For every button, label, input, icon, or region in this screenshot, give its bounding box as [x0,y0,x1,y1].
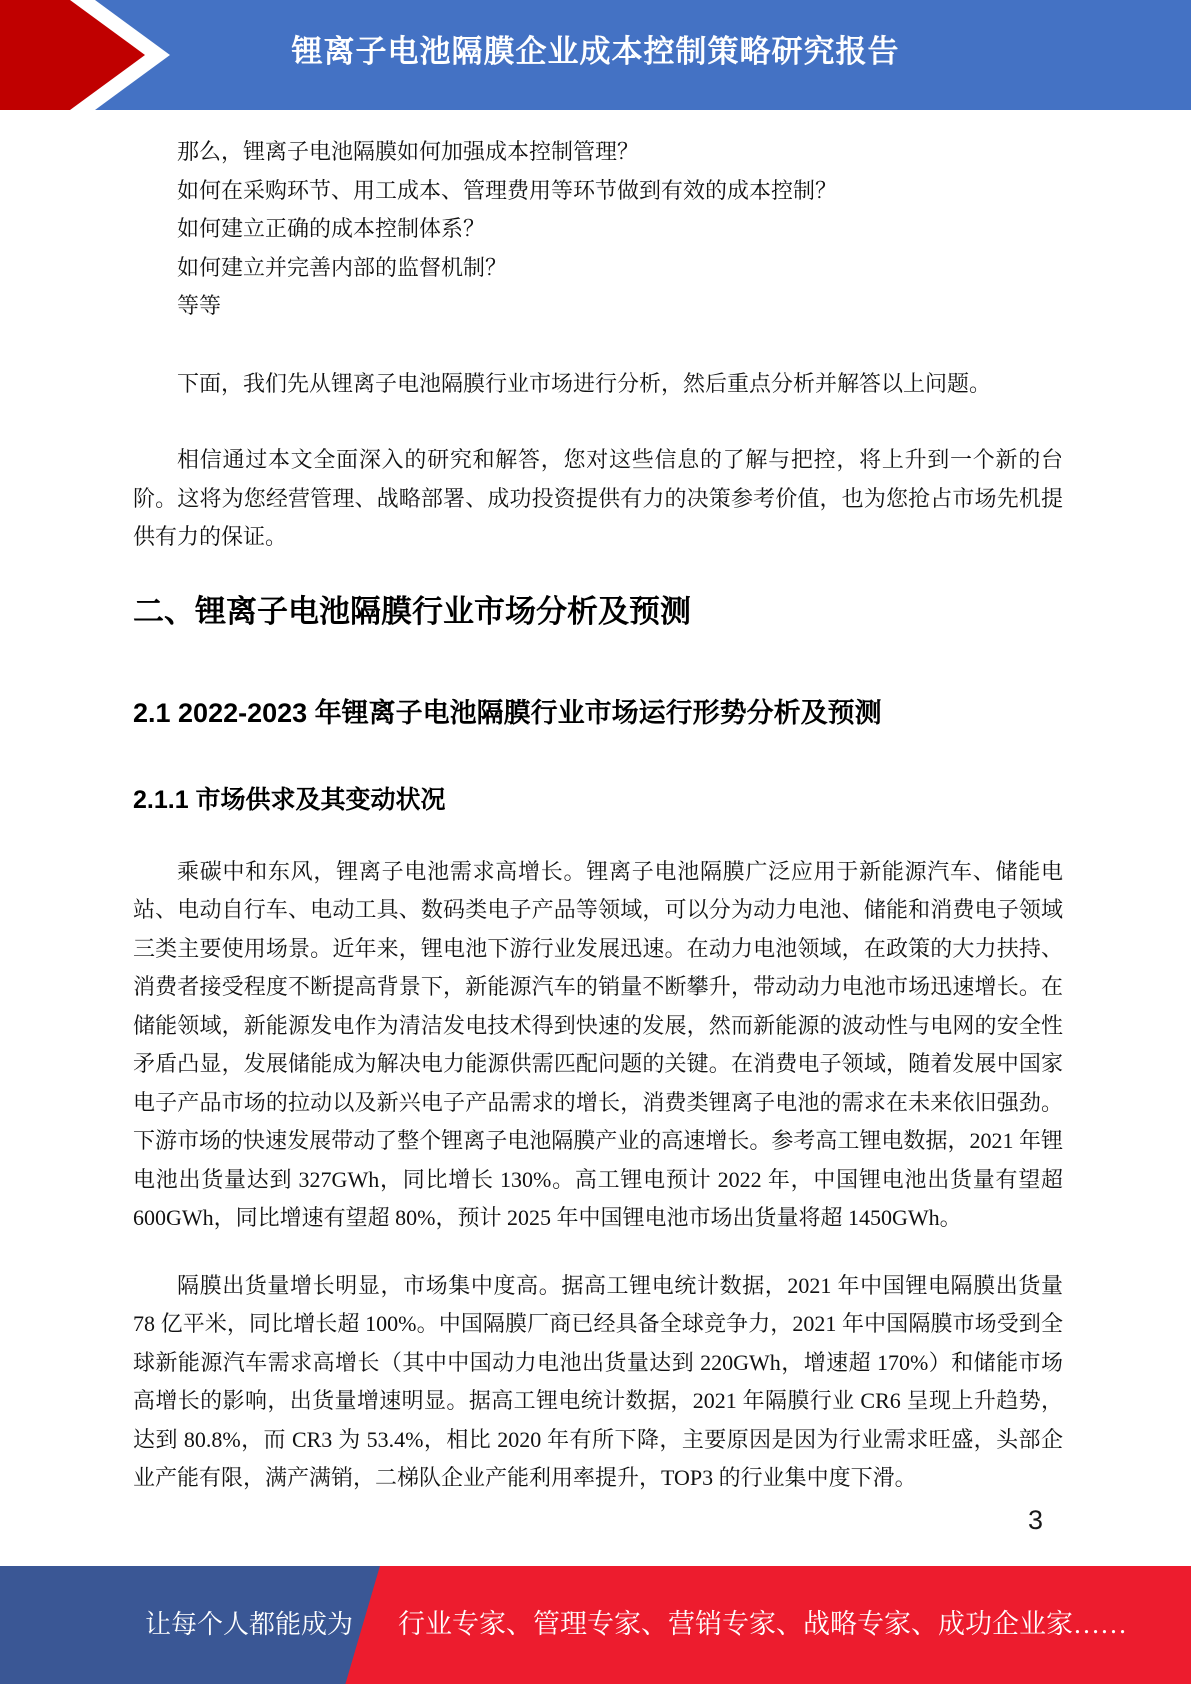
document-body [133,110,1063,1498]
page-header [0,0,1191,110]
footer-slogan-right: 行业专家、管理专家、营销专家、战略专家、成功企业家…… [398,1609,1127,1639]
question-line-2: 如何在采购环节、用工成本、管理费用等环节做到有效的成本控制？ [177,177,838,203]
page-footer [0,1566,1191,1684]
question-line-3: 如何建立正确的成本控制体系？ [177,216,486,241]
question-line-4: 如何建立并完善内部的监督机制？ [177,254,508,280]
paragraph-shipment-concentration: 隔膜出货量增长明显，市场集中度高。据高工锂电统计数据，2021 年中国锂电隔膜出货量 78 亿平米，同比增长超 100%。中国隔膜厂商已经具备全球竞争力，2021 年中国隔膜市场受到全球新能源汽车需求高增长（其中中国动力电池出货量达到 220GWh，增速超 170%）和储能市场高增长的影响，出货量增速明显。据高工锂电统计数据，2021 年隔膜行业 CR6 呈现上升趋势，达到 80.8%，而 CR3 为 53.4%，相比 2020 年有所下降，主要原因是因为行业需求旺盛，头部企业产能有限，满产满销，二梯队企业产能利用率提升，TOP3 的行业集中度下滑。 [133,1272,1063,1490]
page-number: 3 [1028,1505,1044,1535]
subsubsection-heading: 2.1.1 市场供求及其变动状况 [133,785,446,814]
question-line-1: 那么，锂离子电池隔膜如何加强成本控制管理？ [177,139,640,164]
paragraph-value-proposition: 相信通过本文全面深入的研究和解答，您对这些信息的了解与把控，将上升到一个新的台阶。这将为您经营管理、战略部署、成功投资提供有力的决策参考价值，也为您抢占市场先机提供有力的保证。 [133,447,1063,549]
section-heading: 二、锂离子电池隔膜行业市场分析及预测 [133,593,691,629]
footer-slogan-left: 让每个人都能成为 [145,1610,354,1639]
question-line-5: 等等 [177,293,222,318]
subsection-heading: 2.1 2022-2023 年锂离子电池隔膜行业市场运行形势分析及预测 [133,697,882,728]
paragraph-intro: 下面，我们先从锂离子电池隔膜行业市场进行分析，然后重点分析并解答以上问题。 [177,370,992,396]
report-title: 锂离子电池隔膜企业成本控制策略研究报告 [291,34,900,69]
paragraph-supply-demand: 乘碳中和东风，锂离子电池需求高增长。锂离子电池隔膜广泛应用于新能源汽车、储能电站、电动自行车、电动工具、数码类电子产品等领域，可以分为动力电池、储能和消费电子领域三类主要使用场景。近年来，锂电池下游行业发展迅速。在动力电池领域，在政策的大力扶持、消费者接受程度不断提高背景下，新能源汽车的销量不断攀升，带动动力电池市场迅速增长。在储能领域，新能源发电作为清洁发电技术得到快速的发展，然而新能源的波动性与电网的安全性矛盾凸显，发展储能成为解决电力能源供需匹配问题的关键。在消费电子领域，随着发展中国家电子产品市场的拉动以及新兴电子产品需求的增长，消费类锂离子电池的需求在未来依旧强劲。下游市场的快速发展带动了整个锂离子电池隔膜产业的高速增长。参考高工锂电数据，2021 年锂电池出货量达到 327GWh，同比增长 130%。高工锂电预计 2022 年，中国锂电池出货量有望超 600GWh，同比增速有望超 80%，预计 2025 年中国锂电池市场出货量将超 1450GWh。 [133,858,1063,1230]
